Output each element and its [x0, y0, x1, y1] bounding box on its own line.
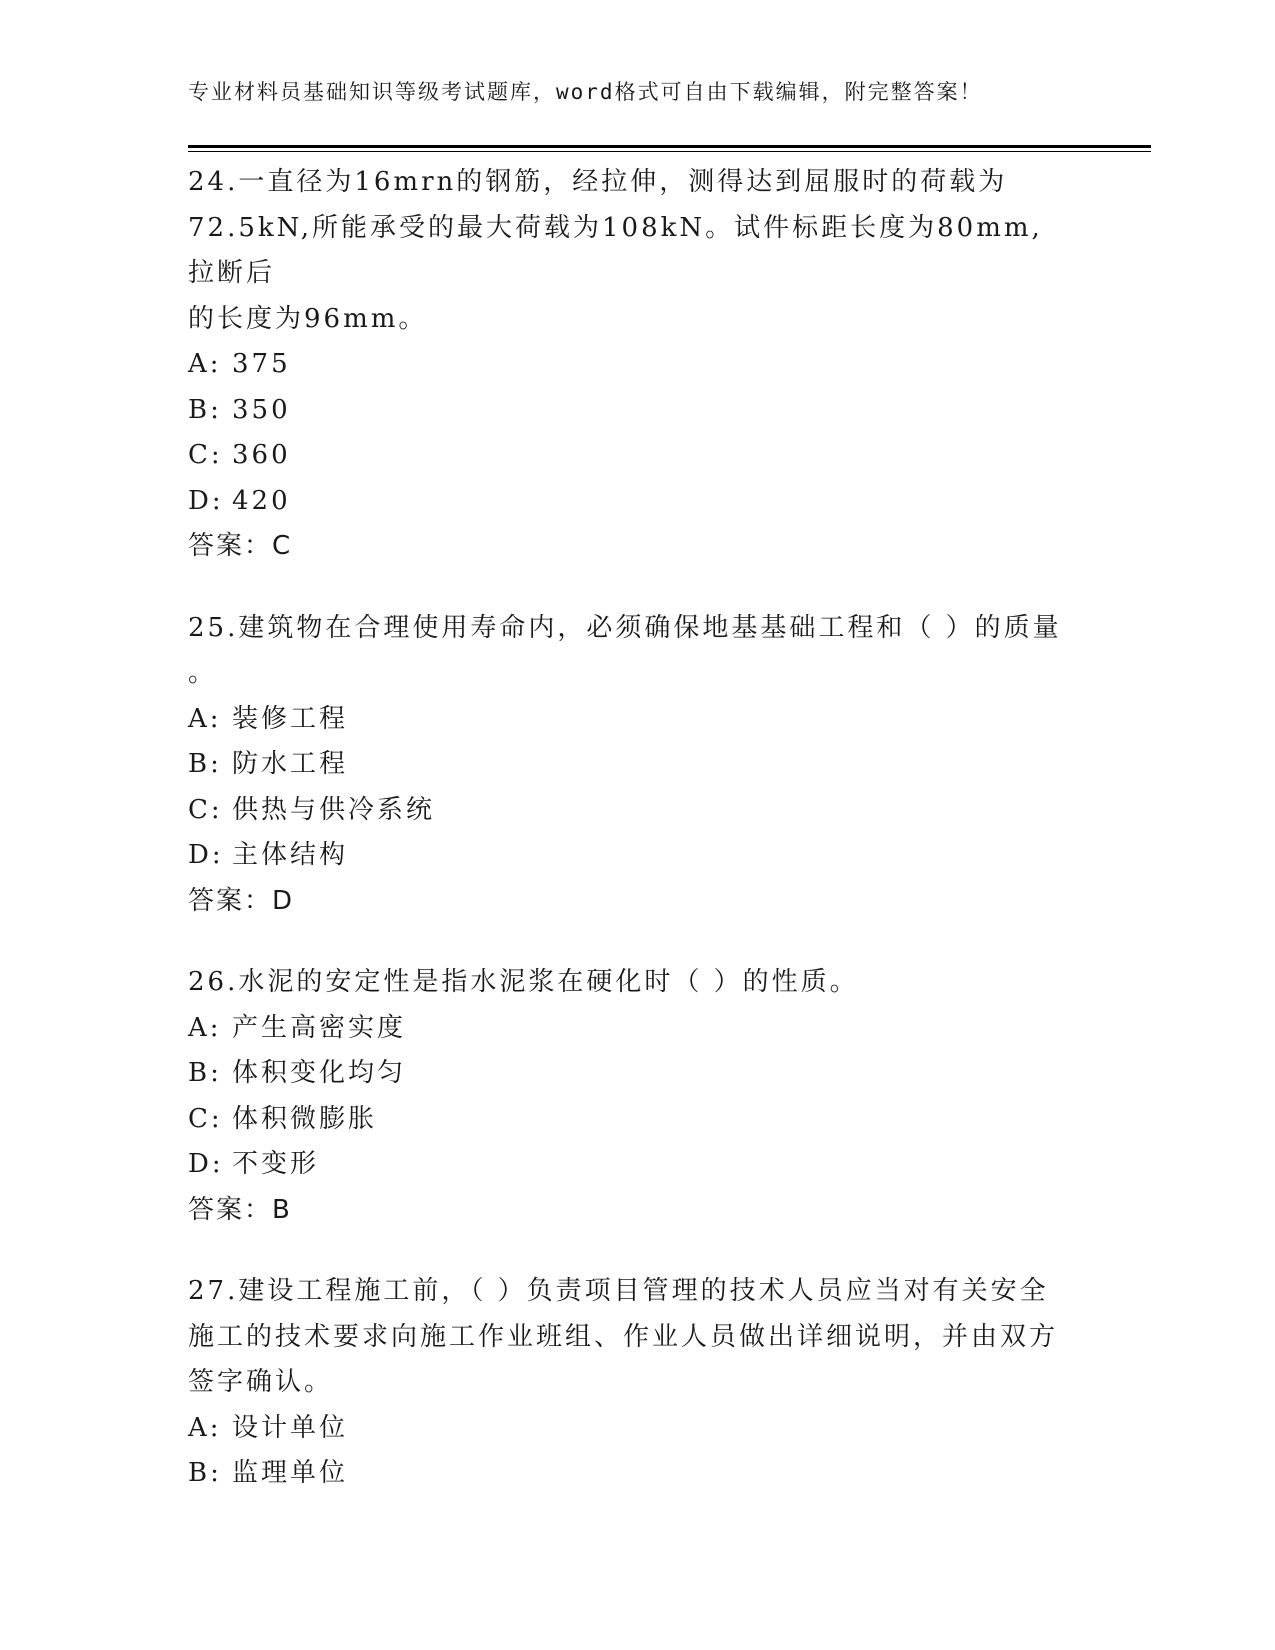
answer-option	[188, 388, 1068, 434]
question-list	[188, 160, 1068, 1533]
option-letter: B:	[188, 1458, 222, 1488]
question-block	[188, 1269, 1068, 1497]
option-text: 375	[232, 349, 291, 379]
option-text: 350	[232, 394, 291, 425]
answer-option	[188, 833, 1068, 879]
answer-option	[188, 1051, 1068, 1097]
question-stem-line: 。	[188, 658, 218, 688]
header-rule-thick	[188, 145, 1151, 148]
question-stem-line: 26.水泥的安定性是指水泥浆在硬化时（ ）的性质。	[188, 967, 859, 997]
option-text: 监理单位	[232, 1458, 349, 1488]
option-text: 设计单位	[232, 1412, 349, 1443]
answer-option	[188, 788, 1068, 834]
question-stem-line: 25.建筑物在合理使用寿命内，必须确保地基基础工程和（ ）的质量	[188, 612, 1062, 643]
option-text: 供热与供冷系统	[232, 794, 436, 825]
answer-key: 答案：B	[188, 1194, 292, 1225]
question-stem-line: 24.一直径为16mrn的钢筋，经拉伸，测得达到屈服时的荷载为	[188, 167, 1008, 197]
question-stem-line: 72.5kN,所能承受的最大荷载为108kN。试件标距长度为80mm,拉断后	[188, 212, 1043, 288]
option-text: 主体结构	[232, 840, 349, 870]
option-letter: D:	[188, 485, 224, 516]
answer-option	[188, 697, 1068, 743]
header-rule-thin	[188, 151, 1151, 152]
answer-option	[188, 742, 1068, 788]
option-text: 装修工程	[232, 703, 349, 734]
answer-option	[188, 1406, 1068, 1452]
option-letter: A:	[188, 703, 222, 734]
option-letter: C:	[188, 440, 223, 470]
option-text: 体积变化均匀	[232, 1058, 407, 1088]
option-letter: D:	[188, 1149, 224, 1179]
option-text: 420	[232, 485, 291, 516]
option-letter: B:	[188, 1058, 222, 1088]
option-text: 360	[232, 440, 291, 470]
option-letter: A:	[188, 1412, 222, 1443]
question-block	[188, 160, 1068, 570]
question-stem-line: 签字确认。	[188, 1367, 334, 1397]
question-block	[188, 606, 1068, 925]
option-letter: D:	[188, 840, 224, 870]
answer-option	[188, 1142, 1068, 1188]
option-letter: B:	[188, 394, 222, 425]
option-text: 体积微膨胀	[232, 1103, 378, 1134]
option-text: 不变形	[232, 1149, 320, 1179]
option-letter: B:	[188, 749, 222, 779]
question-stem-line: 施工的技术要求向施工作业班组、作业人员做出详细说明，并由双方	[188, 1321, 1059, 1352]
answer-key: 答案：C	[188, 531, 293, 561]
option-letter: C:	[188, 1103, 223, 1134]
question-block	[188, 960, 1068, 1233]
option-letter: C:	[188, 794, 223, 825]
question-stem-line: 的长度为96mm。	[188, 303, 428, 334]
option-letter: A:	[188, 349, 222, 379]
answer-option	[188, 1451, 1068, 1497]
option-text: 产生高密实度	[232, 1012, 407, 1043]
option-text: 防水工程	[232, 749, 349, 779]
answer-option	[188, 342, 1068, 388]
answer-option	[188, 433, 1068, 479]
answer-key: 答案：D	[188, 885, 295, 916]
question-stem-line: 27.建设工程施工前，（ ）负责项目管理的技术人员应当对有关安全	[188, 1276, 1049, 1306]
answer-option	[188, 1097, 1068, 1143]
answer-option	[188, 1006, 1068, 1052]
option-letter: A:	[188, 1012, 222, 1043]
page-header: 专业材料员基础知识等级考试题库，word格式可自由下载编辑，附完整答案！	[188, 80, 983, 104]
answer-option	[188, 479, 1068, 525]
